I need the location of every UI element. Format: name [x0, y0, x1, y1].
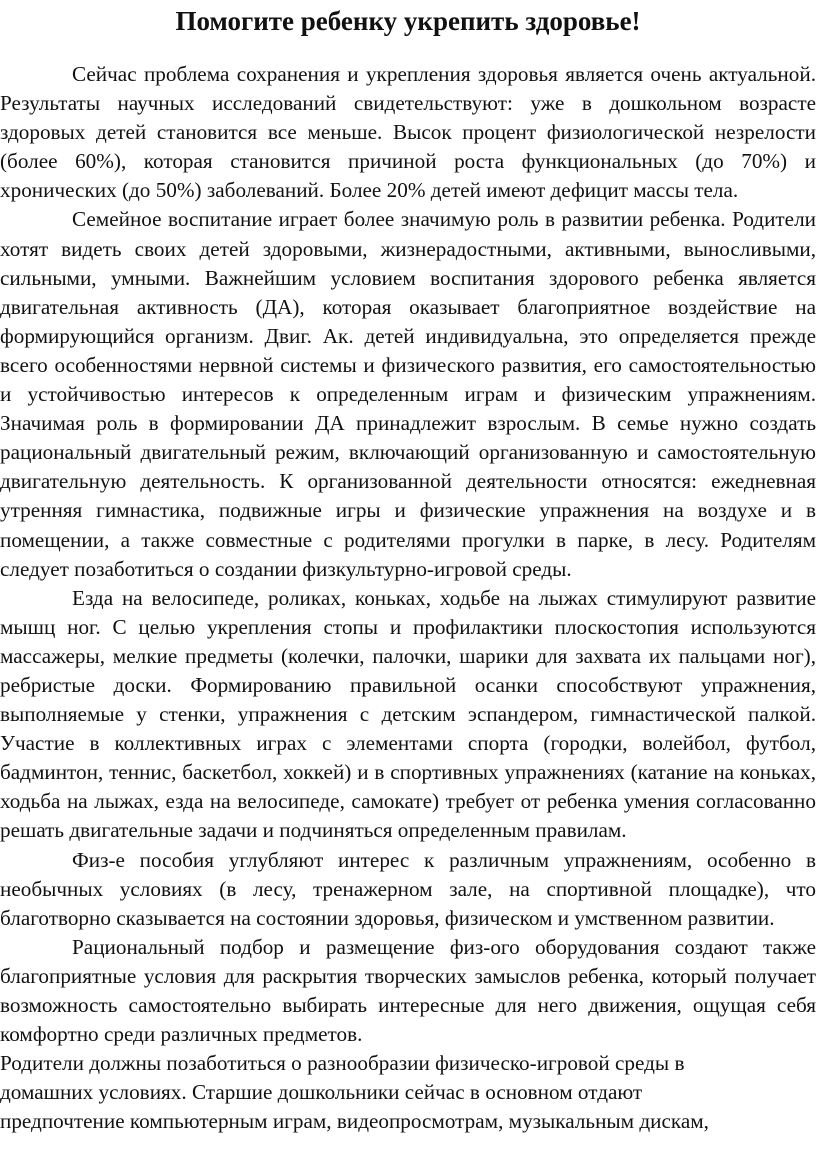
paragraph-equipment: Рациональный подбор и размещение физ-ого оборудования создают также благоприятные условия для раскрытия творческих замыслов ребенка, который получает возможность самостоятельно выбирать интересные для него движения, ощущая себя комфортно среди различных предметов. — [0, 934, 816, 1047]
paragraph-line-1: Родители должны позаботиться о разнообразии физическо-игровой среды в — [0, 1051, 685, 1076]
paragraph-family-upbringing: Семейное воспитание играет более значимую роль в развитии ребенка. Родители хотят видеть своих детей здоровыми, жизнерадостными, активными, выносливыми, сильными, умными. Важнейшим условием воспитания здорового ребенка является двигательная активность (ДА), которая оказывает благоприятное воздействие на формирующийся организм. Двиг. Ак. детей индивидуальна, это определяется прежде всего особенностями нервной системы и физического развития, его самостоятельностью и устойчивостью интересов к определенным играм и физическим упражнениям. Значимая роль в формировании ДА принадлежит взрослым. В семье нужно создать рациональный двигательный режим, включающий организованную и самостоятельную двигательную деятельность. К организованной деятельности относятся: ежедневная утренняя гимнастика, подвижные игры и физические упражнения на воздухе и в помещении, а также совместные с родителями прогулки в парке, в лесу. Родителям следует позаботиться о создании физкультурно-игровой среды. — [0, 207, 816, 581]
paragraph-exercises: Езда на велосипеде, роликах, коньках, ходьбе на лыжах стимулируют развитие мышц ног. С целью укрепления стопы и профилактики плоскостопия используются массажеры, мелкие предметы (колечки, палочки, шарики для захвата их пальцами ног), ребристые доски. Формированию правильной осанки способствуют упражнения, выполняемые у стенки, упражнения с детским эспандером, гимнастической палкой. Участие в коллективных играх с элементами спорта (городки, волейбол, футбол, бадминтон, теннис, баскетбол, хоккей) и в спортивных упражнениях (катание на коньках, ходьба на лыжах, езда на велосипеде, самокате) требует от ребенка умения согласованно решать двигательные задачи и подчиняться определенным правилам. — [0, 585, 816, 843]
paragraph-line-2: домашних условиях. Старшие дошкольники сейчас в основном отдают — [0, 1080, 643, 1105]
paragraph-physical-aids: Физ-е пособия углубляют интерес к различным упражнениям, особенно в необычных условиях (в лесу, тренажерном зале, на спортивной площадке), что благотворно сказывается на состоянии здоровья, физическом и умственном развитии. — [0, 847, 816, 930]
paragraph-line-3: предпочтение компьютерным играм, видеопросмотрам, музыкальным дискам, — [0, 1109, 709, 1134]
paragraph-health-problem: Сейчас проблема сохранения и укрепления здоровья является очень актуальной. Результаты научных исследований свидетельствуют: уже в дошкольном возрасте здоровых детей становится все меньше. Высок процент физиологической незрелости (более 60%), которая становится причиной роста функциональных (до 70%) и хронических (до 50%) заболеваний. Более 20% детей имеют дефицит массы тела. — [0, 62, 816, 203]
document-title: Помогите ребенку укрепить здоровье! — [175, 6, 641, 36]
document-body — [0, 60, 816, 1136]
